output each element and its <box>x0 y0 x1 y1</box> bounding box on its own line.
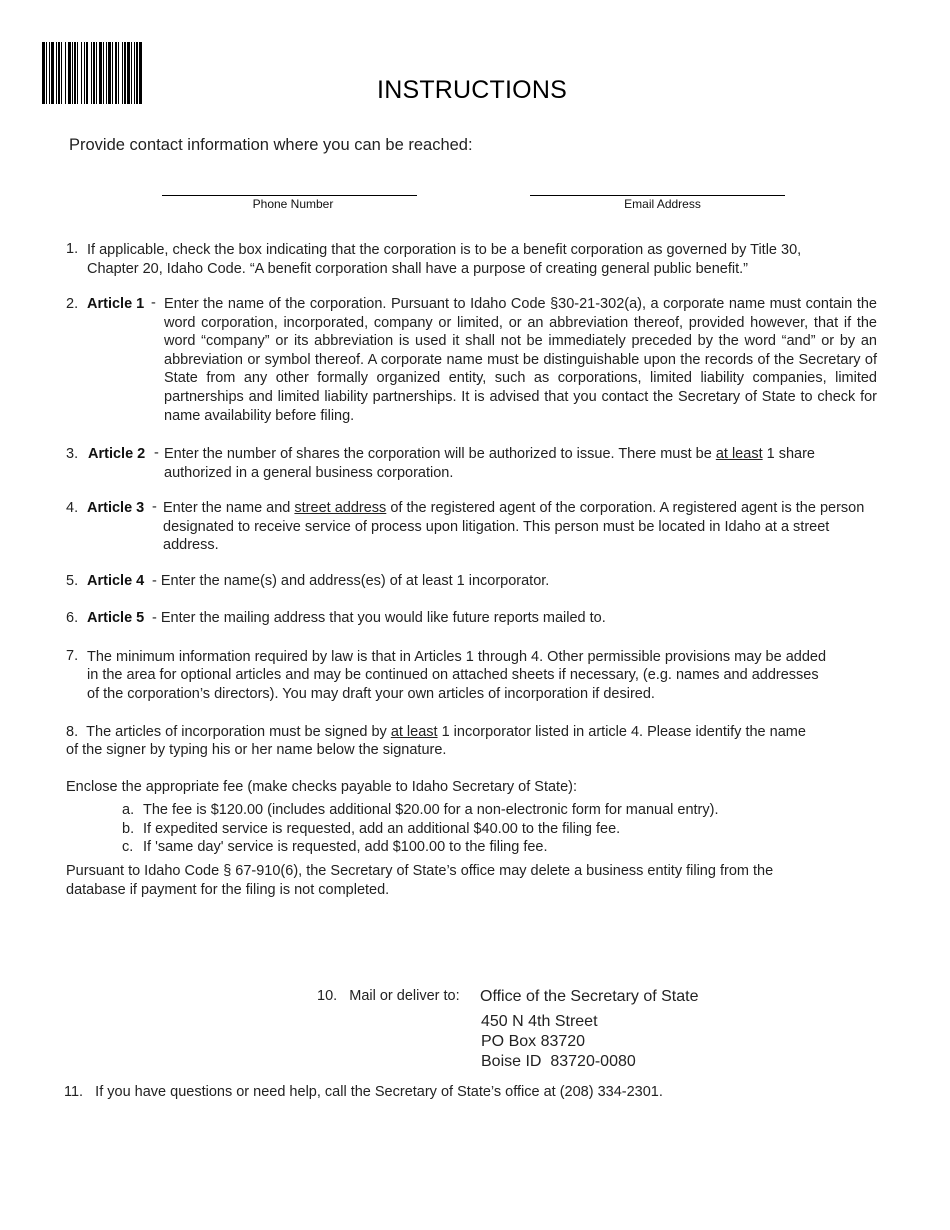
item-8-text-b: 1 incorporator listed in article 4. Please identify the name <box>437 724 806 740</box>
fee-a-text: The fee is $120.00 (includes additional $20.00 for a non-electronic form for manual entry). <box>143 802 719 818</box>
fee-note-line-2: database if payment for the filing is not completed. <box>66 882 390 898</box>
item-8-number: 8. <box>66 724 79 740</box>
fee-note-line-1: Pursuant to Idaho Code § 67-910(6), the Secretary of State’s office may delete a business entity filing from the <box>66 863 774 879</box>
item-8-line-2: of the signer by typing his or her name below the signature. <box>66 742 447 758</box>
item-4-dash: - <box>152 499 157 515</box>
item-5-article: Article 4 <box>87 573 145 589</box>
item-2-number: 2. <box>66 296 79 312</box>
mail-pobox: PO Box 83720 <box>481 1033 586 1050</box>
item-4-number: 4. <box>66 500 79 516</box>
item-2-text: Enter the name of the corporation. Pursuant to Idaho Code §30-21-302(a), a corporate name must contain the word corporation, incorporated, company or limited, or an abbreviation thereof, provided however, that if the word “company” or its abbreviation is used it shall not be immediately preceded by the word “and” or by an abbreviation or symbol thereof. A corporate name must be distinguishable upon the records of the Secretary of State from any other formally organized entity, such as corporations, limited liability companies, limited partnerships and limited liability partnerships. It is advised that you contact the Secretary of State to check for name availability before filing. <box>164 296 877 424</box>
item-1-number: 1. <box>66 241 79 257</box>
fee-intro: Enclose the appropriate fee (make checks payable to Idaho Secretary of State): <box>66 779 578 795</box>
contact-prompt: Provide contact information where you can be reached: <box>69 136 473 154</box>
mail-label: 10. Mail or deliver to: <box>317 988 460 1004</box>
email-label: Email Address <box>624 197 701 211</box>
fee-c-text: If 'same day' service is requested, add $100.00 to the filing fee. <box>143 839 548 855</box>
item-3-text-b: 1 share <box>762 446 815 462</box>
item-7-number: 7. <box>66 648 79 664</box>
item-5-number: 5. <box>66 573 79 589</box>
item-3-number: 3. <box>66 446 79 462</box>
item-8-underlined: at least <box>390 724 438 740</box>
phone-label: Phone Number <box>252 197 334 211</box>
item-4-article: Article 3 <box>87 500 145 516</box>
item-3-dash: - <box>154 445 159 461</box>
mail-office: Office of the Secretary of State <box>480 988 699 1005</box>
item-7-line-2: in the area for optional articles and may be continued on attached sheets if necessary, (e.g. names and addresses <box>87 667 819 683</box>
item-7-line-3: of the corporation’s directors). You may draft your own articles of incorporation if desired. <box>87 686 655 702</box>
item-1-line-1: If applicable, check the box indicating that the corporation is to be a benefit corporation as governed by Title 30, <box>87 242 802 258</box>
fee-a-letter: a. <box>122 802 135 818</box>
item-3-line-2: authorized in a general business corporation. <box>164 465 454 481</box>
item-4-text-b: of the registered agent of the corporation. A registered agent is the person designated to receive service of process upon litigation. This person must be located in Idaho at a street address. <box>163 500 865 554</box>
email-line <box>530 195 785 196</box>
item-8-text-a: The articles of incorporation must be signed by <box>86 724 391 740</box>
fee-c-letter: c. <box>122 839 134 855</box>
item-3-underlined: at least <box>715 446 763 462</box>
item-4-text <box>163 499 877 555</box>
item-4-text-a: Enter the name and <box>163 500 295 516</box>
help-text: 11. If you have questions or need help, call the Secretary of State’s office at (208) 334-2301. <box>64 1084 663 1100</box>
phone-line <box>162 195 417 196</box>
fee-b-letter: b. <box>122 821 135 837</box>
item-5-text: - Enter the name(s) and address(es) of at least 1 incorporator. <box>152 573 550 589</box>
mail-city: Boise ID 83720-0080 <box>481 1053 636 1070</box>
item-7-line-1: The minimum information required by law is that in Articles 1 through 4. Other permissible provisions may be added <box>87 649 827 665</box>
item-1-line-2: Chapter 20, Idaho Code. “A benefit corporation shall have a purpose of creating general public benefit.” <box>87 261 748 277</box>
item-6-number: 6. <box>66 610 79 626</box>
fee-b-text: If expedited service is requested, add an additional $40.00 to the filing fee. <box>143 821 621 837</box>
item-6-text: - Enter the mailing address that you would like future reports mailed to. <box>152 610 606 626</box>
item-2-article: Article 1 <box>87 296 145 312</box>
item-6-article: Article 5 <box>87 610 145 626</box>
item-4-underlined: street address <box>294 500 387 516</box>
mail-street: 450 N 4th Street <box>481 1013 598 1030</box>
item-3-line-1 <box>164 445 884 464</box>
item-8-line-1 <box>66 723 806 742</box>
page-title: INSTRUCTIONS <box>377 76 567 104</box>
item-2-dash: - <box>151 295 156 311</box>
item-3-text-a: Enter the number of shares the corporation will be authorized to issue. There must be <box>164 446 716 462</box>
item-3-article: Article 2 <box>88 446 146 462</box>
